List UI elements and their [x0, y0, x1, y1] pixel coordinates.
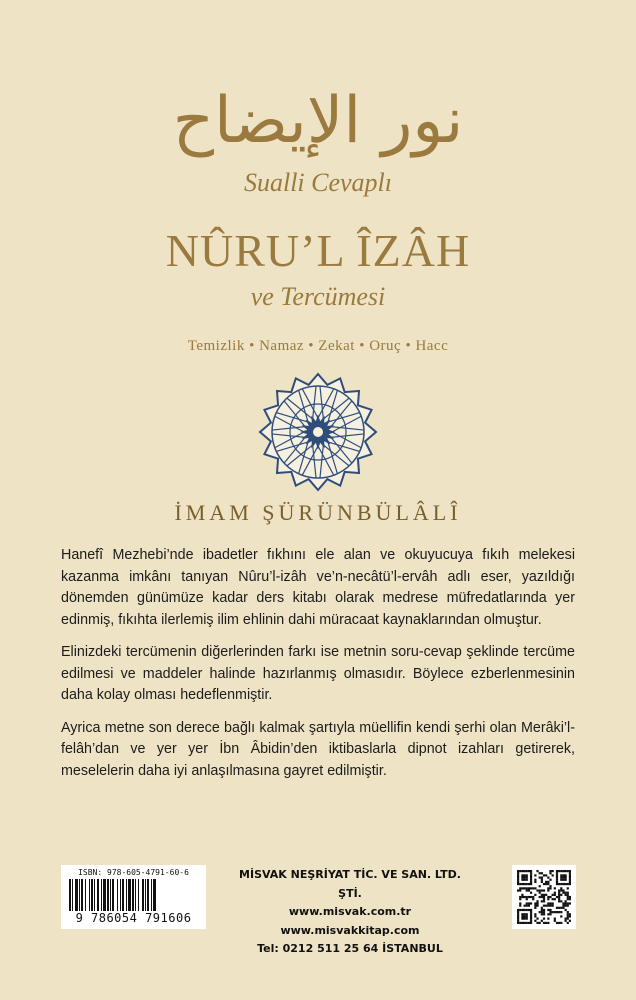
qr-code-icon [517, 870, 571, 924]
publisher-website-1: www.misvak.com.tr [288, 905, 412, 918]
subtitle-sualli-cevapli: Sualli Cevaplı [243, 168, 393, 197]
barcode-icon [67, 879, 200, 911]
qr-code [512, 865, 576, 929]
topics-line: Temizlik • Namaz • Zekat • Oruç • Hacc [187, 338, 449, 354]
isbn-barcode [61, 865, 206, 929]
description-paragraph: Ayrica metne son derece bağlı kalmak şartıyla müellifin kendi şerhi olan Merâki’l-felâh’dan ve yer yer İbn Âbidin’den iktibaslarla dipnot izahları getirerek, meselelerin daha iyi anlaşılmasına gayret edilmiştir. [61, 719, 575, 779]
arabic-calligraphy-title [0, 66, 636, 176]
publisher-website-2: www.misvakkitap.com [280, 923, 420, 937]
publisher-info [230, 866, 470, 959]
description-text [61, 545, 575, 793]
arabic-title-text: نور الإيضاح [172, 84, 464, 158]
book-title: NÛRU’L ÎZÂH [165, 225, 471, 276]
publisher-phone: Tel: 0212 511 25 64 İSTANBUL [257, 942, 443, 955]
description-paragraph: Hanefî Mezhebi’nde ibadetler fıkhını ele alan ve okuyucuya fıkıh melekesi kazanma imkânı tanıyan Nûru’l-izâh ve’n-necâtü’l-ervâh adlı eser, yazıldığı dönemden günümüze kadar ders kitabı olarak medrese müfredatlarında yer edinmiş, fıkıhta ilerlemiş ilim ehlinin dahi müracaat kaynaklarından olmuştur. [61, 547, 575, 628]
author-name: İMAM ŞÜRÜNBÜLÂLÎ [174, 500, 462, 525]
description-paragraph: Elinizdeki tercümenin diğerlerinden farkı ise metnin soru-cevap şeklinde tercüme edilmesi ve maddeler halinde hazırlanmış olmasıdır. Böylece ezberlenmesinin daha kolay olması hedeflenmiştir. [61, 644, 575, 703]
rosette-ornament-icon [258, 372, 378, 492]
isbn-label: ISBN: 978-605-4791-60-6 [78, 868, 189, 877]
subtitle-ve-tercumesi: ve Tercümesi [250, 282, 386, 311]
publisher-name: MİSVAK NEŞRİYAT TİC. VE SAN. LTD. ŞTİ. [239, 868, 461, 900]
barcode-digits: 9 786054 791606 [75, 911, 192, 925]
